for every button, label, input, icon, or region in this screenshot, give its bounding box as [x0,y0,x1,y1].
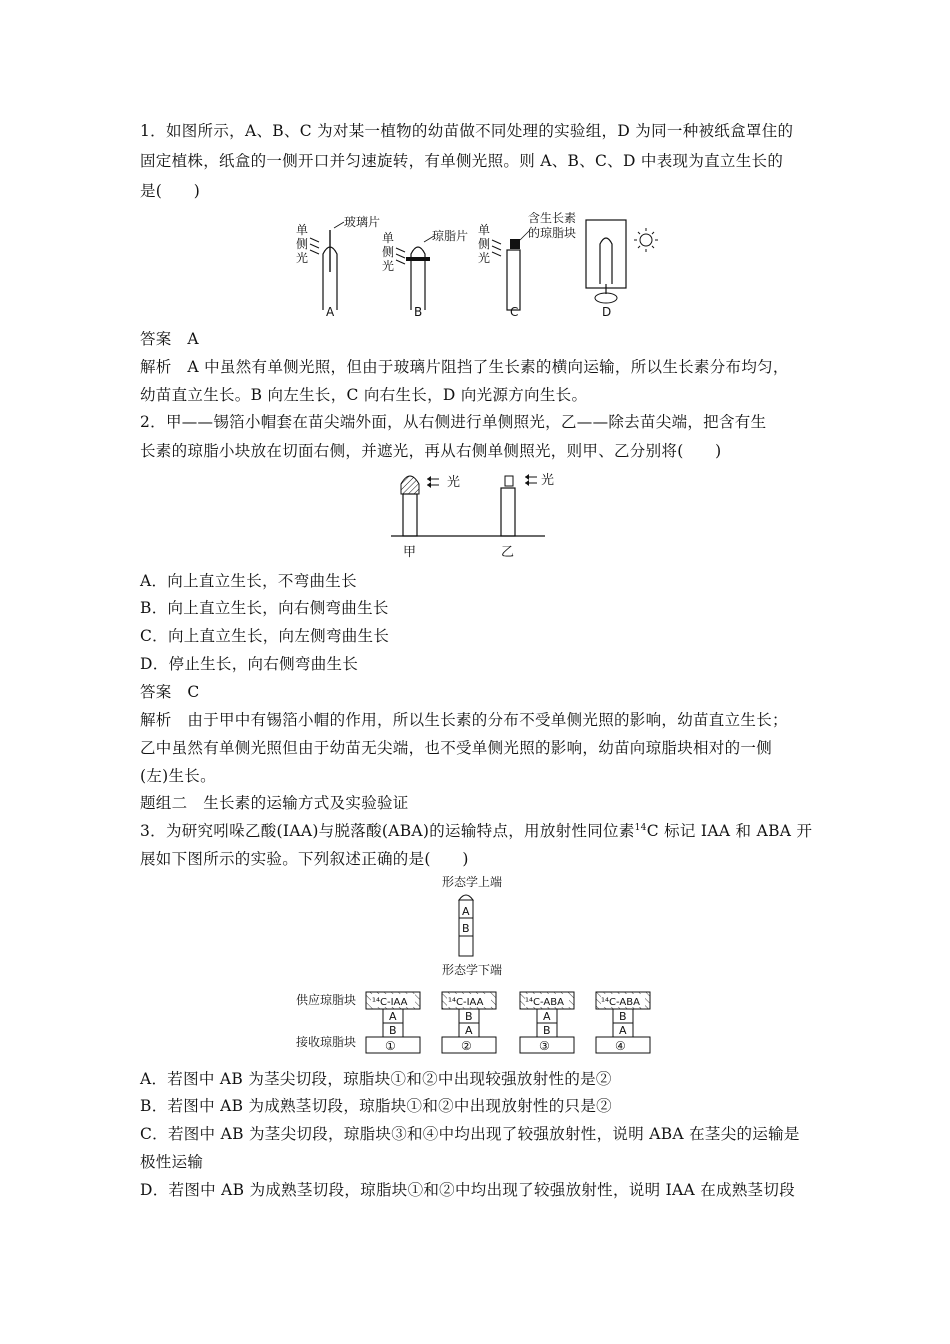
q2-option-a: A．向上直立生长，不弯曲生长 [140,572,357,590]
setup-2-lower: A [465,1024,473,1037]
q1-figure [290,212,660,318]
setup-3 [520,992,574,1053]
q1-analysis-line-2: 幼苗直立生长。B 向左生长，C 向右生长，D 向光源方向生长。 [140,386,588,404]
figure-d [586,220,658,303]
q3-figure [292,872,658,1058]
morphological-top-label: 形态学上端 [442,875,503,889]
receive-block-2-label: ② [461,1039,472,1053]
supply-block-1-label: ¹⁴C-IAA [372,997,408,1008]
agar-block-yi [505,476,513,486]
q2-analysis-line-1: 解析 由于甲中有锡箔小帽的作用，所以生长素的分布不受单侧光照的影响，幼苗直立生长； [140,711,788,729]
q1-stem-line-1: 1．如图所示，A、B、C 为对某一植物的幼苗做不同处理的实验组，D 为同一种被纸盒罩住的 [140,122,794,140]
setup-3-lower: B [543,1024,551,1037]
setup-2 [442,992,496,1053]
label-c: C [510,305,519,318]
decapitated-seedling-c [507,250,520,310]
auxin-agar-block [510,239,520,249]
figure-b [382,228,468,310]
label-b: B [414,305,423,318]
q3-option-c-line-1: C．若图中 AB 为茎尖切段，琼脂块③和④中均出现了较强放射性，说明 ABA 在茎尖的运输是 [140,1125,800,1143]
auxin-agar-label-1: 含生长素 [528,212,577,225]
rotation-icon [595,293,617,303]
label-d: D [602,305,612,318]
receive-block-1-label: ① [385,1039,396,1053]
stem-b-label: B [462,922,470,935]
seedling-d [600,238,612,284]
light-label-yi: 光 [541,473,555,488]
q2-analysis-line-3: (左)生长。 [140,767,216,785]
side-light-label-c: 单侧光 [478,223,491,265]
label-a: A [326,305,335,318]
q2-figure [385,466,555,562]
figure-c [478,212,576,310]
q1-answer: 答案 A [140,330,199,348]
setup-1-upper: A [389,1010,397,1023]
q1-stem-line-2: 固定植株，纸盒的一侧开口并匀速旋转，有单侧光照。则 A、B、C、D 中表现为直立生长的 [140,152,784,170]
setup-4-lower: A [619,1024,627,1037]
foil-cap [401,476,419,494]
supply-block-3-label: ¹⁴C-ABA [525,997,564,1008]
setup-2-upper: B [465,1010,473,1023]
receive-block-4-label: ④ [615,1039,626,1053]
q2-option-b: B．向上直立生长，向右侧弯曲生长 [140,599,389,617]
q2-stem-line-2: 长素的琼脂小块放在切面右侧，并遮光，再从右侧单侧照光，则甲、乙分别将( ) [140,442,722,460]
q3-stem-line-1: 3．为研究吲哚乙酸(IAA)与脱落酸(ABA)的运输特点，用放射性同位素$^{14}$C 标记 IAA 和 ABA 开 [140,822,813,840]
auxin-agar-label-2: 的琼脂块 [528,226,577,240]
q2-analysis-line-2: 乙中虽然有单侧光照但由于幼苗无尖端，也不受单侧光照的影响，幼苗向琼脂块相对的一侧 [140,739,773,757]
supply-block-4-label: ¹⁴C-ABA [601,997,640,1008]
receive-block-3-label: ③ [539,1039,550,1053]
supply-agar-label: 供应琼脂块 [296,993,357,1007]
setup-1-lower: B [389,1024,397,1037]
paper-box [586,220,626,288]
seedling-yi [501,488,515,536]
setup-1 [366,992,420,1053]
q2-option-c: C．向上直立生长，向左侧弯曲生长 [140,627,390,645]
side-light-label-b: 单侧光 [382,231,395,273]
q1-stem-line-3: 是( ) [140,182,201,200]
supply-block-2-label: ¹⁴C-IAA [448,997,484,1008]
morphological-bottom-label: 形态学下端 [442,963,503,977]
figure-a [296,214,380,310]
group-title: 题组二 生长素的运输方式及实验验证 [140,794,409,812]
setup-3-upper: A [543,1010,551,1023]
seedling-b [411,247,425,310]
q2-option-d: D．停止生长，向右侧弯曲生长 [140,655,359,673]
glass-label: 玻璃片 [344,215,381,229]
setup-4-upper: B [619,1010,627,1023]
q3-option-d: D．若图中 AB 为成熟茎切段，琼脂块①和②中均出现了较强放射性，说明 IAA 在成熟茎切段 [140,1181,796,1199]
stem-tip [459,895,473,900]
q3-stem-line-2: 展如下图所示的实验。下列叙述正确的是( ) [140,850,469,868]
light-label-jia: 光 [447,475,461,490]
seedling-jia [403,494,417,536]
stem-a-label: A [462,905,470,918]
label-jia: 甲 [403,545,417,560]
agar-sheet [406,257,430,261]
q2-answer: 答案 C [140,683,200,701]
q3-option-b: B．若图中 AB 为成熟茎切段，琼脂块①和②中出现放射性的只是② [140,1097,612,1115]
q1-analysis-line-1: 解析 A 中虽然有单侧光照，但由于玻璃片阻挡了生长素的横向运输，所以生长素分布均匀， [140,358,789,376]
receive-agar-label: 接收琼脂块 [296,1035,357,1049]
side-light-label-a: 单侧光 [296,223,309,265]
q2-stem-line-1: 2．甲——锡箔小帽套在苗尖端外面，从右侧进行单侧照光，乙——除去苗尖端，把含有生 [140,413,767,431]
setup-4 [596,992,650,1053]
label-yi: 乙 [501,545,515,560]
agar-label: 琼脂片 [432,229,469,243]
q3-option-c-line-2: 极性运输 [140,1153,204,1171]
sun-icon [640,234,652,246]
q3-option-a: A．若图中 AB 为茎尖切段，琼脂块①和②中出现较强放射性的是② [140,1070,612,1088]
